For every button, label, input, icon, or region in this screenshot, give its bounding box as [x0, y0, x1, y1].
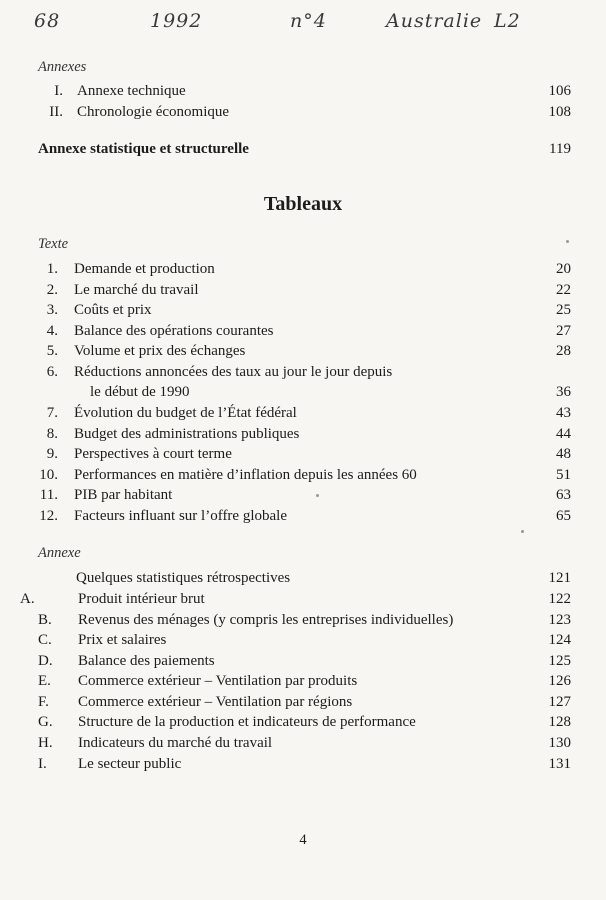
- toc-row-label: Coûts et prix: [74, 302, 152, 318]
- toc-row-page: 48: [556, 446, 571, 462]
- toc-row-label: Performances en matière d’inflation depuis les années 60: [74, 467, 417, 483]
- toc-row[interactable]: [0, 424, 606, 444]
- toc-row-label: Chronologie économique: [77, 104, 230, 120]
- scan-speck: [521, 530, 524, 533]
- toc-row[interactable]: [0, 568, 606, 588]
- toc-row-label: Évolution du budget de l’État fédéral: [74, 405, 297, 421]
- toc-row-label: Commerce extérieur – Ventilation par régions: [78, 694, 353, 710]
- toc-row[interactable]: [0, 321, 606, 341]
- toc-row-page: 125: [548, 653, 571, 669]
- toc-row-number: A.: [20, 591, 35, 607]
- toc-row-page: 123: [548, 612, 571, 628]
- toc-row[interactable]: [0, 403, 606, 423]
- texte-heading: Texte: [38, 236, 69, 252]
- toc-row-number: D.: [38, 653, 53, 669]
- toc-row-number: F.: [38, 694, 49, 710]
- toc-row-number: 6.: [46, 364, 58, 380]
- toc-row-label: Balance des opérations courantes: [74, 323, 274, 339]
- toc-row[interactable]: [0, 485, 606, 505]
- toc-row-number: 9.: [46, 446, 58, 462]
- toc-row-number: II.: [49, 104, 63, 120]
- toc-row-number: 1.: [46, 261, 58, 277]
- toc-row-page: 126: [548, 673, 571, 689]
- tableaux-title: Tableaux: [263, 193, 343, 215]
- toc-row-label: Demande et production: [74, 261, 215, 277]
- toc-row-number: 12.: [39, 508, 58, 524]
- toc-row[interactable]: [0, 506, 606, 526]
- handwritten-note: 68: [34, 10, 61, 32]
- toc-row-label: Indicateurs du marché du travail: [78, 735, 273, 751]
- toc-row-label: Balance des paiements: [78, 653, 215, 669]
- stat-annex-label: Annexe statistique et structurelle: [38, 141, 249, 157]
- toc-row-page: 121: [548, 570, 571, 586]
- toc-row-page: 65: [556, 508, 571, 524]
- toc-row[interactable]: [0, 692, 606, 712]
- handwritten-annotations: [0, 6, 606, 40]
- toc-row-number: 4.: [46, 323, 58, 339]
- toc-row[interactable]: [0, 712, 606, 732]
- toc-row-page: 44: [556, 426, 571, 442]
- toc-row-label: Le secteur public: [78, 756, 182, 772]
- toc-row[interactable]: [0, 630, 606, 650]
- toc-row[interactable]: [0, 651, 606, 671]
- toc-row-page: 27: [556, 323, 571, 339]
- toc-row-page: 22: [556, 282, 571, 298]
- toc-row-number: C.: [38, 632, 52, 648]
- toc-row-number: 5.: [46, 343, 58, 359]
- toc-row-label: Revenus des ménages (y compris les entreprises individuelles): [78, 612, 454, 628]
- toc-row[interactable]: [0, 300, 606, 320]
- toc-row-number: H.: [38, 735, 53, 751]
- toc-row-label: Produit intérieur brut: [78, 591, 205, 607]
- toc-row-page: 51: [556, 467, 571, 483]
- toc-row-page: 128: [548, 714, 571, 730]
- toc-row[interactable]: [0, 733, 606, 753]
- annexe-heading: Annexe: [38, 545, 81, 561]
- toc-row-page: 127: [548, 694, 571, 710]
- toc-row-label: Volume et prix des échanges: [74, 343, 246, 359]
- toc-row-page: 43: [556, 405, 571, 421]
- toc-row-label: Structure de la production et indicateurs de performance: [78, 714, 416, 730]
- toc-row-label-continuation: le début de 1990: [90, 384, 190, 400]
- toc-row-page: 63: [556, 487, 571, 503]
- handwritten-note: 1992: [150, 10, 203, 32]
- toc-row-number: E.: [38, 673, 51, 689]
- toc-row-label: Annexe technique: [77, 83, 186, 99]
- annexes-heading: Annexes: [38, 59, 87, 75]
- scan-speck: [566, 240, 569, 243]
- toc-row-label: Quelques statistiques rétrospectives: [76, 570, 291, 586]
- toc-row-page: 28: [556, 343, 571, 359]
- handwritten-note: Australie: [386, 10, 483, 32]
- toc-row-number: 10.: [39, 467, 58, 483]
- toc-row-number: 3.: [46, 302, 58, 318]
- toc-row-page: 130: [548, 735, 571, 751]
- toc-row-label: Commerce extérieur – Ventilation par produits: [78, 673, 358, 689]
- toc-row-continuation[interactable]: [0, 382, 606, 402]
- stat-annex-page: 119: [549, 141, 571, 157]
- toc-row[interactable]: [0, 465, 606, 485]
- toc-row[interactable]: [0, 81, 606, 101]
- toc-row[interactable]: [0, 102, 606, 122]
- toc-row-page: 131: [548, 756, 571, 772]
- toc-row-label: Perspectives à court terme: [74, 446, 232, 462]
- toc-row[interactable]: [0, 341, 606, 361]
- toc-row-page: 108: [548, 104, 571, 120]
- toc-row-number: 11.: [39, 487, 58, 503]
- toc-row-label: Prix et salaires: [78, 632, 167, 648]
- toc-row[interactable]: [0, 610, 606, 630]
- toc-row-label: PIB par habitant: [74, 487, 173, 503]
- toc-row-number: 7.: [46, 405, 58, 421]
- handwritten-note: n°4: [290, 10, 327, 32]
- scan-speck: [316, 494, 319, 497]
- toc-row-number: I.: [54, 83, 63, 99]
- toc-row-page: 124: [548, 632, 571, 648]
- toc-row-number: G.: [38, 714, 53, 730]
- stat-annex-row[interactable]: [0, 139, 606, 159]
- handwritten-note: L2: [494, 10, 521, 32]
- toc-row[interactable]: [0, 754, 606, 774]
- toc-row[interactable]: [0, 589, 606, 609]
- toc-row-page: 36: [556, 384, 571, 400]
- toc-row-label: Réductions annoncées des taux au jour le jour depuis: [74, 364, 393, 380]
- toc-row[interactable]: [0, 280, 606, 300]
- toc-row[interactable]: [0, 259, 606, 279]
- toc-row[interactable]: [0, 444, 606, 464]
- toc-row[interactable]: [0, 671, 606, 691]
- toc-row-page: 25: [556, 302, 571, 318]
- page-number: 4: [299, 832, 307, 848]
- toc-row-page: 122: [548, 591, 571, 607]
- toc-row-label: Facteurs influant sur l’offre globale: [74, 508, 287, 524]
- toc-row[interactable]: [0, 362, 606, 382]
- toc-row-label: Budget des administrations publiques: [74, 426, 300, 442]
- toc-row-page: 20: [556, 261, 571, 277]
- toc-row-page: 106: [548, 83, 571, 99]
- toc-row-number: 8.: [46, 426, 58, 442]
- toc-row-number: 2.: [46, 282, 58, 298]
- toc-row-number: I.: [38, 756, 47, 772]
- toc-row-number: B.: [38, 612, 52, 628]
- toc-row-label: Le marché du travail: [74, 282, 199, 298]
